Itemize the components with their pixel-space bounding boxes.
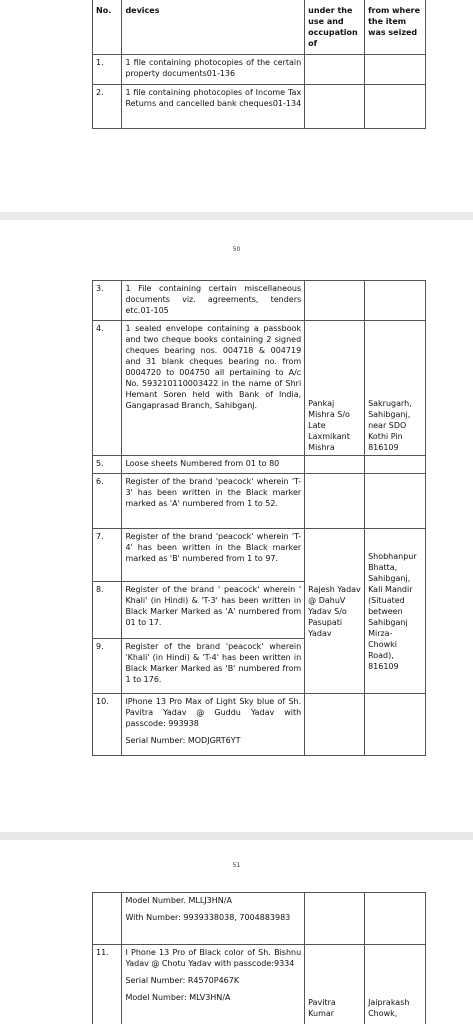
location-cell: Jaiprakash Chowk,	[365, 945, 426, 1024]
row-description: Register of the brand ' peacock' wherein ' Khali' (in Hindi) & 'T-3' has been written in Black Marker Marked as 'A' numbered from 01 to 17.	[122, 582, 305, 639]
document-page-2	[0, 220, 473, 832]
row-number: 2.	[93, 85, 122, 129]
row-number: 4.	[93, 321, 122, 456]
phone-description: IPhone 13 Pro Max of Light Sky blue of Sh. Pavitra Yadav @ Guddu Yadav with passcode: 993938	[125, 697, 302, 728]
row-number: 8.	[93, 582, 122, 639]
header-location: from where the item was seized	[365, 0, 426, 55]
header-person: under the use and occupation of	[305, 0, 365, 55]
seizure-table-page-3	[92, 892, 426, 1024]
header-devices: devices	[122, 0, 305, 55]
page-number: 51	[232, 862, 241, 869]
location-cell: Sakrugarh, Sahibganj, near SDO Kothi Pin 816109	[365, 321, 426, 456]
row-description: Register of the brand 'peacock' wherein 'T-3' has been written in the Black marker marked as 'A' numbered from 1 to 52.	[122, 474, 305, 529]
document-page-3	[0, 840, 473, 1024]
table-row	[93, 456, 426, 474]
table-row	[93, 281, 426, 321]
row-description: 1 file containing photocopies of Income Tax Returns and cancelled bank cheques01-134	[122, 85, 305, 129]
person-cell: Rajesh Yadav @ DahuV Yadav S/o Pasupati Yadav	[305, 529, 365, 694]
row-description	[122, 694, 305, 756]
row-description: Loose sheets Numbered from 01 to 80	[122, 456, 305, 474]
serial-number: Serial Number: R4570P467K	[125, 976, 240, 985]
seizure-table-page-1	[92, 0, 426, 129]
table-row	[93, 529, 426, 582]
row-number: 1.	[93, 55, 122, 85]
row-description	[122, 945, 305, 1024]
table-row	[93, 694, 426, 756]
table-row	[93, 945, 426, 1024]
table-row	[93, 474, 426, 529]
table-row	[93, 893, 426, 945]
row-description: 1 File containing certain miscellaneous documents viz. agreements, tenders etc.01-105	[122, 281, 305, 321]
row-number: 9.	[93, 639, 122, 694]
row-description: 1 file containing photocopies of the certain property documents01-136	[122, 55, 305, 85]
row-number: 10.	[93, 694, 122, 756]
row-number: 5.	[93, 456, 122, 474]
row-number: 7.	[93, 529, 122, 582]
phone-numbers: With Number: 9939338038, 7004883983	[125, 913, 291, 922]
table-row	[93, 55, 426, 85]
table-row	[93, 321, 426, 456]
row-number: 3.	[93, 281, 122, 321]
row-description: 1 sealed envelope containing a passbook and two cheque books containing 2 signed cheques bearing nos. 004718 & 004719 and 31 blank cheques bearing no. from 0004720 to 004750 all pertaining to A/c No. 593210110003422 in the name of Shri Hemant Soren held with Bank of India, Gangaprasad Branch, Sahibganj.	[122, 321, 305, 456]
document-page-1	[0, 0, 473, 212]
page-number: 50	[232, 246, 241, 253]
table-header-row	[93, 0, 426, 55]
phone-description: I Phone 13 Pro of Black color of Sh. Bishnu Yadav @ Chotu Yadav with passcode:9334	[125, 948, 302, 968]
row-number: 6.	[93, 474, 122, 529]
serial-number: Serial Number: MODJGRT6YT	[125, 736, 241, 745]
header-no: No.	[93, 0, 122, 55]
person-cell: Pavitra Kumar	[305, 945, 365, 1024]
row-number: 11.	[93, 945, 122, 1024]
model-number: Model Number: MLV3HN/A	[125, 993, 231, 1002]
row-description: Register of the brand 'peacock' wherein 'Khali' (in Hindi) & 'T-4' has been written in Black Marker Marked as 'B' numbered from 1 to 176.	[122, 639, 305, 694]
row-description: Register of the brand 'peacock' wherein 'T-4' has been written in the Black marker marked as 'B' numbered from 1 to 97.	[122, 529, 305, 582]
person-cell: Pankaj Mishra S/o Late Laxmikant Mishra	[305, 321, 365, 456]
model-number: Model Number. MLLJ3HN/A	[125, 896, 232, 905]
row-description	[122, 893, 305, 945]
table-row	[93, 85, 426, 129]
seizure-table-page-2	[92, 280, 426, 756]
location-cell: Shobhanpur Bhatta, Sahibganj, Kali Mandir (Situated between Sahibganj Mirza- Chowki Road), 816109	[365, 529, 426, 694]
